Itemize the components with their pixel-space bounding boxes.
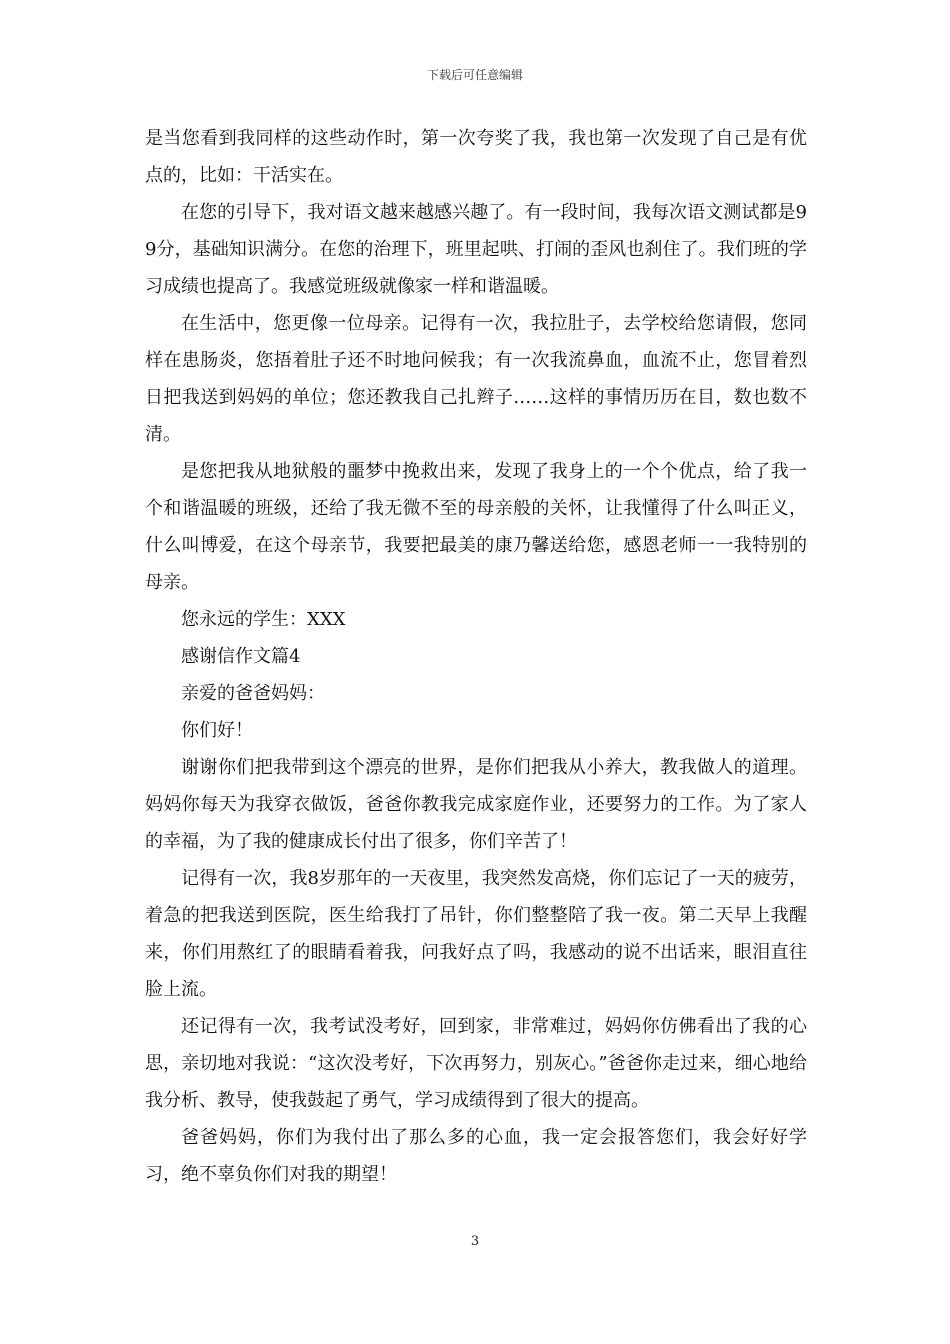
greeting: 你们好！ (181, 720, 253, 741)
salutation: 亲爱的爸爸妈妈： (181, 683, 325, 704)
paragraph: 在生活中，您更像一位母亲。记得有一次，我拉肚子，去学校给您请假，您同样在患肠炎，您捂着肚子还不时地问候我；有一次我流鼻血，血流不止，您冒着烈日把我送到妈妈的单位；您还教我自己扎辫子……这样的事情历历在目，数也数不清。 (145, 313, 807, 445)
page-header: 下载后可任意编辑 (426, 68, 523, 82)
paragraph-continuation: 是当您看到我同样的这些动作时，第一次夸奖了我，我也第一次发现了自己是有优点的，比如：干活实在。 (145, 128, 807, 186)
paragraph: 记得有一次，我8岁那年的一天夜里，我突然发高烧，你们忘记了一天的疲劳，着急的把我送到医院，医生给我打了吊针，你们整整陪了我一夜。第二天早上我醒来，你们用熬红了的眼睛看着我，问我好点了吗，我感动的说不出话来，眼泪直往脸上流。 (145, 868, 807, 1000)
paragraph: 谢谢你们把我带到这个漂亮的世界，是你们把我从小养大，教我做人的道理。妈妈你每天为我穿衣做饭，爸爸你教我完成家庭作业，还要努力的工作。为了家人的幸福，为了我的健康成长付出了很多，你们辛苦了！ (145, 757, 807, 852)
page-number: 3 (470, 1234, 480, 1249)
paragraph: 还记得有一次，我考试没考好，回到家，非常难过，妈妈你仿佛看出了我的心思，亲切地对我说：“这次没考好，下次再努力，别灰心。”爸爸你走过来，细心地给我分析、教导，使我鼓起了勇气，学习成绩得到了很大的提高。 (145, 1016, 807, 1111)
paragraph: 是您把我从地狱般的噩梦中挽救出来，发现了我身上的一个个优点，给了我一个和谐温暖的班级，还给了我无微不至的母亲般的关怀，让我懂得了什么叫正义，什么叫博爱，在这个母亲节，我要把最美的康乃馨送给您，感恩老师一一我特别的母亲。 (145, 461, 807, 593)
section-title: 感谢信作文篇4 (181, 646, 301, 667)
signature-line: 您永远的学生：XXX (181, 609, 346, 630)
paragraph: 在您的引导下，我对语文越来越感兴趣了。有一段时间，我每次语文测试都是99分，基础知识满分。在您的治理下，班里起哄、打闹的歪风也刹住了。我们班的学习成绩也提高了。我感觉班级就像家一样和谐温暖。 (145, 202, 807, 297)
document-body (145, 120, 807, 1193)
paragraph: 爸爸妈妈，你们为我付出了那么多的心血，我一定会报答您们，我会好好学习，绝不辜负你们对我的期望！ (145, 1127, 807, 1185)
